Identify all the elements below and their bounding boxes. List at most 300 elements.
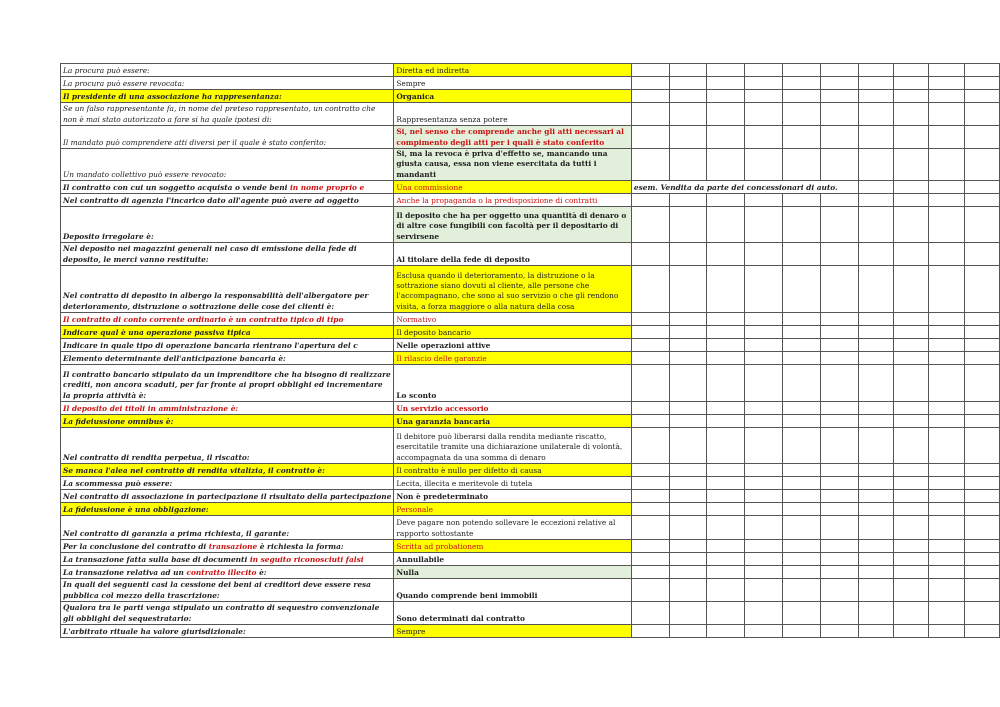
- empty-cell[interactable]: [893, 477, 928, 490]
- answer-cell[interactable]: Al titolare della fede di deposito: [394, 243, 632, 266]
- empty-cell[interactable]: [858, 402, 893, 415]
- answer-cell[interactable]: Esclusa quando il deterioramento, la distruzione o la sottrazione siano dovuti al cliente, alle persone che l'accompagnano, che sono al suo servizio o che gli rendono visita, a forza maggiore o alla natura della cosa: [394, 266, 632, 313]
- empty-cell[interactable]: [929, 566, 964, 579]
- empty-cell[interactable]: [820, 464, 858, 477]
- empty-cell[interactable]: [707, 566, 745, 579]
- empty-cell[interactable]: [745, 464, 783, 477]
- empty-cell[interactable]: [964, 194, 999, 207]
- empty-cell[interactable]: [964, 207, 999, 243]
- empty-cell[interactable]: [669, 326, 707, 339]
- empty-cell[interactable]: [929, 553, 964, 566]
- empty-cell[interactable]: [929, 64, 964, 77]
- empty-cell[interactable]: [745, 428, 783, 464]
- empty-cell[interactable]: [745, 602, 783, 625]
- answer-cell[interactable]: Organica: [394, 90, 632, 103]
- empty-cell[interactable]: [707, 540, 745, 553]
- empty-cell[interactable]: [669, 77, 707, 90]
- empty-cell[interactable]: [929, 181, 964, 194]
- empty-cell[interactable]: [631, 553, 669, 566]
- empty-cell[interactable]: [669, 503, 707, 516]
- empty-cell[interactable]: [858, 625, 893, 638]
- empty-cell[interactable]: [707, 103, 745, 126]
- empty-cell[interactable]: [893, 149, 928, 181]
- question-cell[interactable]: [61, 326, 394, 339]
- empty-cell[interactable]: [929, 428, 964, 464]
- empty-cell[interactable]: [782, 103, 820, 126]
- empty-cell[interactable]: [631, 503, 669, 516]
- empty-cell[interactable]: [893, 625, 928, 638]
- question-cell[interactable]: [61, 313, 394, 326]
- empty-cell[interactable]: [929, 266, 964, 313]
- empty-cell[interactable]: [964, 566, 999, 579]
- empty-cell[interactable]: [631, 402, 669, 415]
- empty-cell[interactable]: [631, 266, 669, 313]
- empty-cell[interactable]: [820, 103, 858, 126]
- answer-cell[interactable]: Non è predeterminato: [394, 490, 632, 503]
- empty-cell[interactable]: [964, 243, 999, 266]
- empty-cell[interactable]: [707, 464, 745, 477]
- empty-cell[interactable]: [745, 503, 783, 516]
- empty-cell[interactable]: [893, 352, 928, 365]
- empty-cell[interactable]: [893, 402, 928, 415]
- question-cell[interactable]: [61, 428, 394, 464]
- empty-cell[interactable]: [707, 90, 745, 103]
- empty-cell[interactable]: [929, 149, 964, 181]
- empty-cell[interactable]: [782, 553, 820, 566]
- empty-cell[interactable]: [745, 415, 783, 428]
- empty-cell[interactable]: [820, 207, 858, 243]
- empty-cell[interactable]: [782, 77, 820, 90]
- empty-cell[interactable]: [964, 553, 999, 566]
- empty-cell[interactable]: [669, 477, 707, 490]
- empty-cell[interactable]: [893, 313, 928, 326]
- empty-cell[interactable]: [782, 90, 820, 103]
- empty-cell[interactable]: [707, 415, 745, 428]
- empty-cell[interactable]: [964, 490, 999, 503]
- empty-cell[interactable]: [669, 365, 707, 402]
- empty-cell[interactable]: [858, 415, 893, 428]
- question-cell[interactable]: [61, 415, 394, 428]
- empty-cell[interactable]: [820, 339, 858, 352]
- empty-cell[interactable]: [745, 90, 783, 103]
- empty-cell[interactable]: [820, 490, 858, 503]
- empty-cell[interactable]: [782, 365, 820, 402]
- empty-cell[interactable]: [820, 428, 858, 464]
- empty-cell[interactable]: [820, 64, 858, 77]
- empty-cell[interactable]: [669, 428, 707, 464]
- empty-cell[interactable]: [745, 103, 783, 126]
- empty-cell[interactable]: [707, 625, 745, 638]
- answer-cell[interactable]: Annullabile: [394, 553, 632, 566]
- empty-cell[interactable]: [858, 126, 893, 149]
- question-cell[interactable]: [61, 566, 394, 579]
- empty-cell[interactable]: [820, 149, 858, 181]
- answer-cell[interactable]: Il deposito bancario: [394, 326, 632, 339]
- empty-cell[interactable]: [707, 126, 745, 149]
- question-cell[interactable]: [61, 503, 394, 516]
- answer-cell[interactable]: Sono determinati dal contratto: [394, 602, 632, 625]
- empty-cell[interactable]: [669, 243, 707, 266]
- answer-cell[interactable]: Un servizio accessorio: [394, 402, 632, 415]
- empty-cell[interactable]: [964, 503, 999, 516]
- empty-cell[interactable]: [929, 339, 964, 352]
- empty-cell[interactable]: [964, 181, 999, 194]
- empty-cell[interactable]: [631, 103, 669, 126]
- empty-cell[interactable]: [745, 566, 783, 579]
- empty-cell[interactable]: [929, 402, 964, 415]
- empty-cell[interactable]: [893, 490, 928, 503]
- empty-cell[interactable]: [669, 402, 707, 415]
- empty-cell[interactable]: [893, 64, 928, 77]
- empty-cell[interactable]: [893, 243, 928, 266]
- empty-cell[interactable]: [820, 625, 858, 638]
- empty-cell[interactable]: [669, 64, 707, 77]
- empty-cell[interactable]: [858, 503, 893, 516]
- question-cell[interactable]: [61, 149, 394, 181]
- question-cell[interactable]: [61, 64, 394, 77]
- empty-cell[interactable]: [929, 490, 964, 503]
- empty-cell[interactable]: [707, 516, 745, 540]
- empty-cell[interactable]: [893, 207, 928, 243]
- empty-cell[interactable]: [858, 266, 893, 313]
- answer-cell[interactable]: Il deposito che ha per oggetto una quantità di denaro o di altre cose fungibili con facoltà per il depositario di servirsene: [394, 207, 632, 243]
- empty-cell[interactable]: [745, 579, 783, 602]
- empty-cell[interactable]: [964, 428, 999, 464]
- empty-cell[interactable]: [782, 64, 820, 77]
- empty-cell[interactable]: [669, 540, 707, 553]
- answer-cell[interactable]: Lo sconto: [394, 365, 632, 402]
- question-cell[interactable]: [61, 602, 394, 625]
- empty-cell[interactable]: [820, 194, 858, 207]
- empty-cell[interactable]: [782, 566, 820, 579]
- empty-cell[interactable]: [707, 64, 745, 77]
- empty-cell[interactable]: [707, 313, 745, 326]
- empty-cell[interactable]: [964, 365, 999, 402]
- empty-cell[interactable]: [964, 103, 999, 126]
- empty-cell[interactable]: [669, 194, 707, 207]
- empty-cell[interactable]: [782, 207, 820, 243]
- answer-cell[interactable]: Diretta ed indiretta: [394, 64, 632, 77]
- empty-cell[interactable]: [929, 207, 964, 243]
- empty-cell[interactable]: [858, 194, 893, 207]
- question-cell[interactable]: [61, 103, 394, 126]
- empty-cell[interactable]: [858, 428, 893, 464]
- empty-cell[interactable]: [858, 490, 893, 503]
- answer-cell[interactable]: Una commissione: [394, 181, 632, 194]
- empty-cell[interactable]: [929, 365, 964, 402]
- empty-cell[interactable]: [631, 464, 669, 477]
- empty-cell[interactable]: [669, 266, 707, 313]
- question-cell[interactable]: [61, 553, 394, 566]
- question-cell[interactable]: [61, 625, 394, 638]
- empty-cell[interactable]: [782, 625, 820, 638]
- answer-cell[interactable]: Si, ma la revoca è priva d'effetto se, mancando una giusta causa, essa non viene esercitata da tutti i mandanti: [394, 149, 632, 181]
- empty-cell[interactable]: [820, 402, 858, 415]
- empty-cell[interactable]: [858, 365, 893, 402]
- answer-cell[interactable]: Il debitore può liberarsi dalla rendita mediante riscatto, esercitatile tramite una dichiarazione unilaterale di volontà, accompagnata da una somma di denaro: [394, 428, 632, 464]
- answer-cell[interactable]: Personale: [394, 503, 632, 516]
- empty-cell[interactable]: [631, 602, 669, 625]
- empty-cell[interactable]: [631, 490, 669, 503]
- empty-cell[interactable]: [707, 194, 745, 207]
- empty-cell[interactable]: [707, 339, 745, 352]
- empty-cell[interactable]: [929, 464, 964, 477]
- empty-cell[interactable]: [669, 490, 707, 503]
- empty-cell[interactable]: [631, 477, 669, 490]
- empty-cell[interactable]: [745, 266, 783, 313]
- question-cell[interactable]: [61, 464, 394, 477]
- answer-cell[interactable]: Deve pagare non potendo sollevare le eccezioni relative al rapporto sottostante: [394, 516, 632, 540]
- empty-cell[interactable]: [782, 126, 820, 149]
- empty-cell[interactable]: [820, 313, 858, 326]
- answer-cell[interactable]: Anche la propaganda o la predisposizione di contratti: [394, 194, 632, 207]
- empty-cell[interactable]: [782, 490, 820, 503]
- question-cell[interactable]: [61, 490, 394, 503]
- empty-cell[interactable]: [964, 149, 999, 181]
- empty-cell[interactable]: [820, 540, 858, 553]
- empty-cell[interactable]: [707, 490, 745, 503]
- empty-cell[interactable]: [707, 428, 745, 464]
- empty-cell[interactable]: [669, 313, 707, 326]
- empty-cell[interactable]: [669, 602, 707, 625]
- empty-cell[interactable]: [929, 602, 964, 625]
- empty-cell[interactable]: [669, 464, 707, 477]
- empty-cell[interactable]: [964, 602, 999, 625]
- empty-cell[interactable]: [745, 540, 783, 553]
- answer-cell[interactable]: Nelle operazioni attive: [394, 339, 632, 352]
- empty-cell[interactable]: [669, 126, 707, 149]
- empty-cell[interactable]: [745, 326, 783, 339]
- empty-cell[interactable]: [858, 464, 893, 477]
- empty-cell[interactable]: [893, 194, 928, 207]
- empty-cell[interactable]: [964, 579, 999, 602]
- empty-cell[interactable]: [893, 90, 928, 103]
- empty-cell[interactable]: [893, 602, 928, 625]
- empty-cell[interactable]: [893, 77, 928, 90]
- empty-cell[interactable]: [707, 77, 745, 90]
- empty-cell[interactable]: [820, 516, 858, 540]
- empty-cell[interactable]: [964, 352, 999, 365]
- empty-cell[interactable]: [964, 540, 999, 553]
- empty-cell[interactable]: [782, 477, 820, 490]
- empty-cell[interactable]: [929, 540, 964, 553]
- question-cell[interactable]: [61, 194, 394, 207]
- answer-cell[interactable]: Nulla: [394, 566, 632, 579]
- empty-cell[interactable]: [929, 579, 964, 602]
- empty-cell[interactable]: [745, 490, 783, 503]
- empty-cell[interactable]: [964, 415, 999, 428]
- empty-cell[interactable]: [929, 313, 964, 326]
- empty-cell[interactable]: [893, 428, 928, 464]
- empty-cell[interactable]: [631, 339, 669, 352]
- empty-cell[interactable]: [631, 516, 669, 540]
- empty-cell[interactable]: [669, 90, 707, 103]
- empty-cell[interactable]: [631, 149, 669, 181]
- empty-cell[interactable]: [820, 579, 858, 602]
- empty-cell[interactable]: [782, 602, 820, 625]
- empty-cell[interactable]: [858, 352, 893, 365]
- empty-cell[interactable]: [631, 90, 669, 103]
- empty-cell[interactable]: [782, 428, 820, 464]
- empty-cell[interactable]: [893, 266, 928, 313]
- question-cell[interactable]: [61, 266, 394, 313]
- empty-cell[interactable]: [782, 464, 820, 477]
- empty-cell[interactable]: [820, 566, 858, 579]
- empty-cell[interactable]: [858, 90, 893, 103]
- empty-cell[interactable]: [782, 313, 820, 326]
- empty-cell[interactable]: [745, 149, 783, 181]
- answer-cell[interactable]: Normativo: [394, 313, 632, 326]
- empty-cell[interactable]: [929, 77, 964, 90]
- empty-cell[interactable]: [745, 625, 783, 638]
- empty-cell[interactable]: [858, 64, 893, 77]
- empty-cell[interactable]: [929, 243, 964, 266]
- empty-cell[interactable]: [820, 553, 858, 566]
- empty-cell[interactable]: [782, 339, 820, 352]
- empty-cell[interactable]: [631, 243, 669, 266]
- empty-cell[interactable]: [707, 579, 745, 602]
- empty-cell[interactable]: [782, 579, 820, 602]
- empty-cell[interactable]: [631, 415, 669, 428]
- empty-cell[interactable]: [669, 516, 707, 540]
- empty-cell[interactable]: [707, 553, 745, 566]
- empty-cell[interactable]: [964, 126, 999, 149]
- empty-cell[interactable]: [858, 77, 893, 90]
- empty-cell[interactable]: [631, 540, 669, 553]
- empty-cell[interactable]: [782, 266, 820, 313]
- empty-cell[interactable]: [893, 181, 928, 194]
- empty-cell[interactable]: [707, 266, 745, 313]
- empty-cell[interactable]: [820, 477, 858, 490]
- empty-cell[interactable]: [631, 64, 669, 77]
- empty-cell[interactable]: [631, 126, 669, 149]
- empty-cell[interactable]: [745, 402, 783, 415]
- empty-cell[interactable]: [707, 243, 745, 266]
- empty-cell[interactable]: [745, 126, 783, 149]
- empty-cell[interactable]: [745, 553, 783, 566]
- question-cell[interactable]: [61, 243, 394, 266]
- empty-cell[interactable]: [929, 625, 964, 638]
- empty-cell[interactable]: [669, 339, 707, 352]
- empty-cell[interactable]: [858, 477, 893, 490]
- empty-cell[interactable]: [858, 181, 893, 194]
- empty-cell[interactable]: [820, 352, 858, 365]
- empty-cell[interactable]: [893, 516, 928, 540]
- empty-cell[interactable]: [707, 365, 745, 402]
- empty-cell[interactable]: [964, 77, 999, 90]
- answer-cell[interactable]: Sempre: [394, 625, 632, 638]
- empty-cell[interactable]: [669, 579, 707, 602]
- empty-cell[interactable]: [820, 77, 858, 90]
- empty-cell[interactable]: [858, 566, 893, 579]
- empty-cell[interactable]: [858, 326, 893, 339]
- empty-cell[interactable]: [631, 579, 669, 602]
- empty-cell[interactable]: [707, 352, 745, 365]
- empty-cell[interactable]: [782, 352, 820, 365]
- empty-cell[interactable]: [631, 326, 669, 339]
- empty-cell[interactable]: [707, 207, 745, 243]
- answer-cell[interactable]: Lecita, illecita e meritevole di tutela: [394, 477, 632, 490]
- empty-cell[interactable]: [631, 77, 669, 90]
- empty-cell[interactable]: [820, 126, 858, 149]
- empty-cell[interactable]: [858, 313, 893, 326]
- empty-cell[interactable]: [745, 477, 783, 490]
- empty-cell[interactable]: [964, 64, 999, 77]
- empty-cell[interactable]: [745, 64, 783, 77]
- empty-cell[interactable]: [820, 266, 858, 313]
- empty-cell[interactable]: [820, 243, 858, 266]
- empty-cell[interactable]: [669, 415, 707, 428]
- empty-cell[interactable]: [893, 326, 928, 339]
- empty-cell[interactable]: [893, 540, 928, 553]
- answer-cell[interactable]: Si, nel senso che comprende anche gli atti necessari al compimento degli atti per i quali è stato conferito: [394, 126, 632, 149]
- empty-cell[interactable]: [669, 625, 707, 638]
- empty-cell[interactable]: [929, 415, 964, 428]
- empty-cell[interactable]: [669, 207, 707, 243]
- answer-cell[interactable]: Rappresentanza senza potere: [394, 103, 632, 126]
- answer-cell[interactable]: Quando comprende beni immobili: [394, 579, 632, 602]
- empty-cell[interactable]: [858, 207, 893, 243]
- empty-cell[interactable]: [782, 326, 820, 339]
- empty-cell[interactable]: [707, 477, 745, 490]
- empty-cell[interactable]: [893, 339, 928, 352]
- empty-cell[interactable]: [669, 149, 707, 181]
- empty-cell[interactable]: [929, 103, 964, 126]
- answer-cell[interactable]: Il contratto è nullo per difetto di causa: [394, 464, 632, 477]
- empty-cell[interactable]: [669, 103, 707, 126]
- question-cell[interactable]: [61, 126, 394, 149]
- answer-cell[interactable]: Il rilascio delle garanzie: [394, 352, 632, 365]
- empty-cell[interactable]: [707, 402, 745, 415]
- empty-cell[interactable]: [858, 602, 893, 625]
- answer-cell[interactable]: Una garanzia bancaria: [394, 415, 632, 428]
- empty-cell[interactable]: [745, 243, 783, 266]
- empty-cell[interactable]: [745, 194, 783, 207]
- empty-cell[interactable]: [858, 339, 893, 352]
- question-cell[interactable]: [61, 477, 394, 490]
- empty-cell[interactable]: [964, 477, 999, 490]
- empty-cell[interactable]: [964, 402, 999, 415]
- empty-cell[interactable]: [707, 149, 745, 181]
- empty-cell[interactable]: [858, 579, 893, 602]
- empty-cell[interactable]: [858, 516, 893, 540]
- empty-cell[interactable]: [893, 566, 928, 579]
- empty-cell[interactable]: [631, 207, 669, 243]
- empty-cell[interactable]: [782, 402, 820, 415]
- empty-cell[interactable]: [929, 477, 964, 490]
- empty-cell[interactable]: [631, 352, 669, 365]
- empty-cell[interactable]: [745, 516, 783, 540]
- empty-cell[interactable]: [820, 503, 858, 516]
- empty-cell[interactable]: [631, 625, 669, 638]
- empty-cell[interactable]: [820, 90, 858, 103]
- empty-cell[interactable]: [745, 77, 783, 90]
- empty-cell[interactable]: [858, 243, 893, 266]
- empty-cell[interactable]: [782, 540, 820, 553]
- question-cell[interactable]: [61, 402, 394, 415]
- empty-cell[interactable]: [631, 566, 669, 579]
- empty-cell[interactable]: [964, 266, 999, 313]
- question-cell[interactable]: [61, 579, 394, 602]
- empty-cell[interactable]: [929, 126, 964, 149]
- empty-cell[interactable]: [820, 415, 858, 428]
- question-cell[interactable]: [61, 365, 394, 402]
- empty-cell[interactable]: [929, 516, 964, 540]
- empty-cell[interactable]: [858, 103, 893, 126]
- empty-cell[interactable]: [893, 503, 928, 516]
- empty-cell[interactable]: [893, 415, 928, 428]
- empty-cell[interactable]: [858, 149, 893, 181]
